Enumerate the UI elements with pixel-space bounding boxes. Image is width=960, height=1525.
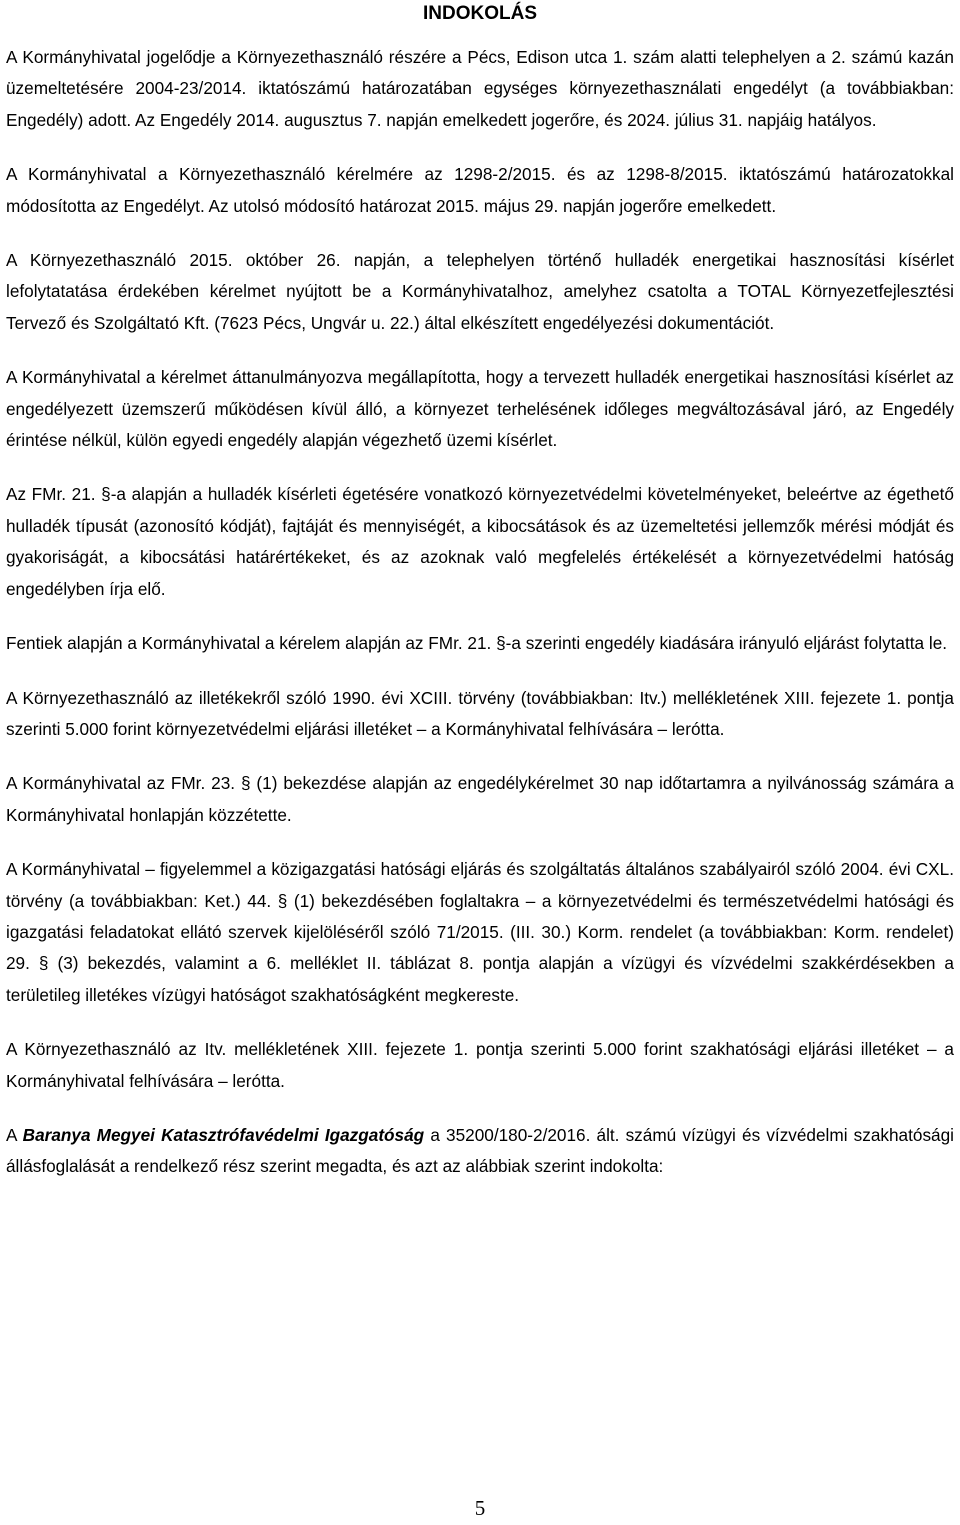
document-body bbox=[6, 42, 954, 1183]
paragraph-5: Az FMr. 21. §-a alapján a hulladék kísérleti égetésére vonatkozó környezetvédelmi követelményeket, beleértve az égethető hulladék típusát (azonosító kódját), fajtáját és mennyiségét, a kibocsátások és az üzemeltetési jellemzők mérési módját és gyakoriságát, a kibocsátási határértékeket, és az azoknak való megfelelés értékelését a környezetvédelmi hatóság engedélyben írja elő. bbox=[6, 484, 954, 599]
paragraph-11 bbox=[6, 1120, 954, 1183]
paragraph-7: A Környezethasználó az illetékekről szóló 1990. évi XCIII. törvény (továbbiakban: Itv.) mellékletének XIII. fejezete 1. pontja szerinti 5.000 forint környezetvédelmi eljárási illetéket – a Kormányhivatal felhívására – lerótta. bbox=[6, 687, 954, 739]
document-title: INDOKOLÁS bbox=[423, 3, 537, 24]
paragraph-10: A Környezethasználó az Itv. mellékletének XIII. fejezete 1. pontja szerinti 5.000 forint szakhatósági eljárási illetéket – a Kormányhivatal felhívására – lerótta. bbox=[6, 1039, 954, 1091]
paragraph-3: A Környezethasználó 2015. október 26. napján, a telephelyen történő hulladék energetikai hasznosítási kísérlet lefolytatatása érdekében kérelmet nyújtott be a Kormányhivatalhoz, amelyhez csatolta a TOTAL Környezetfejlesztési Tervező és Szolgáltató Kft. (7623 Pécs, Ungvár u. 22.) által elkészített engedélyezési dokumentációt. bbox=[6, 250, 954, 333]
paragraph-1: A Kormányhivatal jogelődje a Környezethasználó részére a Pécs, Edison utca 1. szám alatti telephelyen a 2. számú kazán üzemeltetésére 2004-23/2014. iktatószámú határozatában egységes környezethasználati engedélyt (a továbbiakban: Engedély) adott. Az Engedély 2014. augusztus 7. napján emelkedett jogerőre, és 2024. július 31. napjáig hatályos. bbox=[6, 47, 954, 130]
paragraph-6: Fentiek alapján a Kormányhivatal a kérelem alapján az FMr. 21. §-a szerinti engedély kiadására irányuló eljárást folytatta le. bbox=[6, 633, 948, 654]
paragraph-9: A Kormányhivatal – figyelemmel a közigazgatási hatósági eljárás és szolgáltatás általános szabályairól szóló 2004. évi CXL. törvény (a továbbiakban: Ket.) 44. § (1) bekezdésében foglaltakra – a környezetvédelmi és természetvédelmi hatósági és igazgatási feladatokat ellátó szervek kijelöléséről szóló 71/2015. (III. 30.) Korm. rendelet (a továbbiakban: Korm. rendelet) 29. § (3) bekezdés, valamint a 6. melléklet II. táblázat 8. pontja alapján a vízügyi és vízvédelmi szakkérdésekben a területileg illetékes vízügyi hatóságot szakhatóságként megkereste. bbox=[6, 859, 954, 1005]
page-number: 5 bbox=[474, 1496, 486, 1520]
paragraph-11-before: A bbox=[6, 1124, 23, 1145]
paragraph-4: A Kormányhivatal a kérelmet áttanulmányozva megállapította, hogy a tervezett hulladék energetikai hasznosítási kísérlet az engedélyezett üzemszerű működésen kívül álló, a környezet terhelésének időleges megváltozásával járó, az Engedély érintése nélkül, külön egyedi engedély alapján végezhető üzemi kísérlet. bbox=[6, 367, 954, 451]
paragraph-8: A Kormányhivatal az FMr. 23. § (1) bekezdése alapján az engedélykérelmet 30 nap időtartamra a nyilvánosság számára a Kormányhivatal honlapján közzétette. bbox=[6, 773, 954, 825]
paragraph-2: A Kormányhivatal a Környezethasználó kérelmére az 1298-2/2015. és az 1298-8/2015. iktatószámú határozatokkal módosította az Engedélyt. Az utolsó módosító határozat 2015. május 29. napján jogerőre emelkedett. bbox=[6, 164, 954, 216]
paragraph-11-after: a 35200/180-2/2016. ált. számú vízügyi és vízvédelmi szakhatósági állásfoglalását a rendelkező rész szerint megadta, és azt az alábbiak szerint indokolta: bbox=[6, 1124, 954, 1177]
authority-name: Baranya Megyei Katasztrófavédelmi Igazgatóság bbox=[22, 1124, 425, 1145]
